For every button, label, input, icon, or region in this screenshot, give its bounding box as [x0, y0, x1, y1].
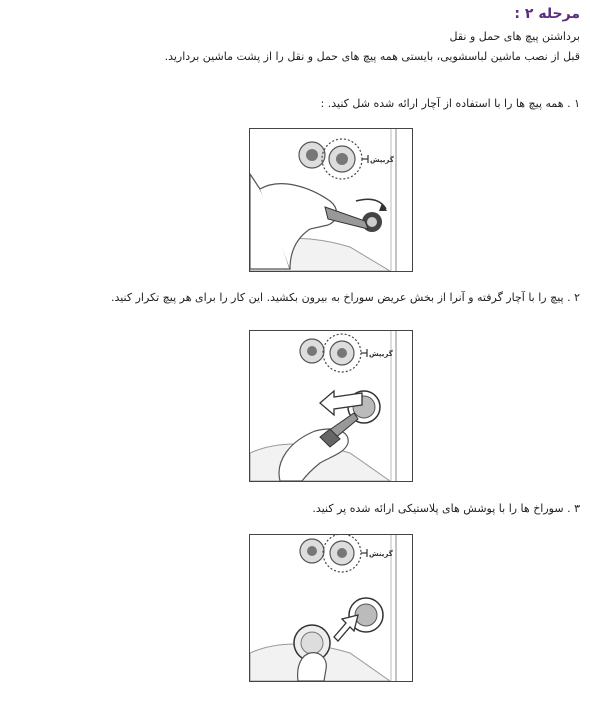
intro-text: قبل از نصب ماشین لباسشویی، بایستی همه پیچ های حمل و نقل را از پشت ماشین بردارید. — [164, 50, 580, 63]
step-heading: مرحله ۲ : — [514, 6, 580, 22]
step-2-text: ۲ . پیچ را با آچار گرفته و آنرا از بخش عریض سوراخ به بیرون بکشید. این کار را برای هر پیچ تکرار کنید. — [110, 291, 580, 304]
step-3-text: ۳ . سوراخ ها را با پوشش های پلاستیکی ارائه شده پر کنید. — [312, 502, 580, 515]
step-3-figure — [249, 534, 413, 682]
section-subtitle: برداشتن پیچ های حمل و نقل — [449, 30, 580, 43]
step-2-figure — [249, 330, 413, 482]
wrench-on-bolt-illustration — [250, 129, 412, 271]
step-1-figure — [249, 128, 413, 272]
step-1-text: ۱ . همه پیچ ها را با استفاده از آچار ارائه شده شل کنید. : — [320, 97, 580, 110]
insert-cap-illustration — [250, 535, 412, 681]
pull-bolt-illustration — [250, 331, 412, 481]
figure-3-label: گرینش — [369, 550, 393, 558]
figure-1-label: گریپش — [370, 156, 394, 164]
figure-2-label: گریپش — [369, 350, 393, 358]
